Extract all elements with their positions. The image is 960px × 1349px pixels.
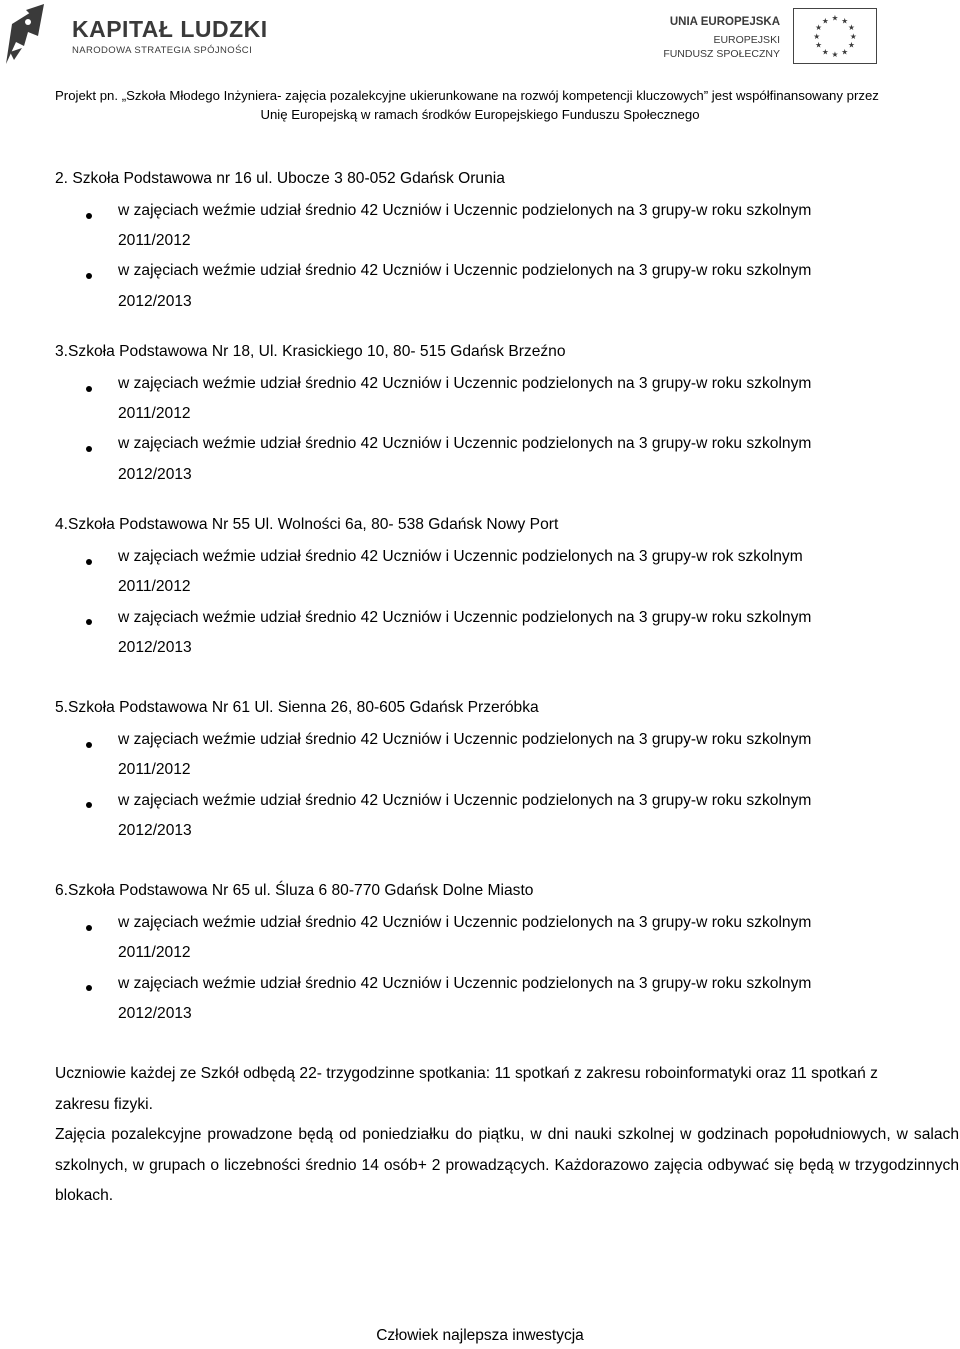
bullet-icon — [86, 925, 92, 931]
svg-text:★: ★ — [813, 31, 821, 41]
list-item-text: w zajęciach weźmie udział średnio 42 Uczniów i Uczennic podzielonych na 3 grupy-w roku szkolnym — [118, 914, 812, 931]
svg-text:★: ★ — [849, 31, 857, 41]
bullet-icon — [86, 742, 92, 748]
list-item-text: w zajęciach weźmie udział średnio 42 Uczniów i Uczennic podzielonych na 3 grupy-w rok szkolnym — [118, 548, 803, 565]
project-info-line-2: Unię Europejską w ramach środków Europejskiego Funduszu Społecznego — [260, 107, 700, 122]
svg-text:★: ★ — [821, 47, 829, 57]
list-item-year: 2011/2012 — [118, 944, 191, 961]
bullet-icon — [86, 273, 92, 279]
list-item-year: 2012/2013 — [118, 293, 192, 310]
svg-text:★: ★ — [847, 40, 855, 50]
eu-logo — [663, 8, 880, 66]
schedule-paragraph: Zajęcia pozalekcyjne prowadzone będą od poniedziałku do piątku, w dni nauki szkolnej w godzinach popołudniowych, w salach szkolnych, w grupach o liczebności średnio 14 osób+ 2 prowadzących. Każdorazowo zajęcia odbywać się będą w trzygodzinnych blokach. — [55, 1126, 959, 1204]
school-heading: 2. Szkoła Podstawowa nr 16 ul. Ubocze 3 80-052 Gdańsk Orunia — [55, 170, 505, 187]
bullet-icon — [86, 386, 92, 392]
list-item-text: w zajęciach weźmie udział średnio 42 Uczniów i Uczennic podzielonych na 3 grupy-w roku szkolnym — [118, 375, 812, 392]
list-item-text: w zajęciach weźmie udział średnio 42 Uczniów i Uczennic podzielonych na 3 grupy-w roku szkolnym — [118, 609, 812, 626]
list-item-year: 2012/2013 — [118, 466, 192, 483]
sessions-paragraph: Uczniowie każdej ze Szkół odbędą 22- trzygodzinne spotkania: 11 spotkań z zakresu roboinformatyki oraz 11 spotkań z zakresu fizyki. — [55, 1065, 878, 1113]
bullet-icon — [86, 446, 92, 452]
school-heading: 4.Szkoła Podstawowa Nr 55 Ul. Wolności 6a, 80- 538 Gdańsk Nowy Port — [55, 516, 559, 533]
list-item-year: 2011/2012 — [118, 405, 191, 422]
svg-text:★: ★ — [841, 47, 849, 57]
svg-text:★: ★ — [847, 23, 855, 33]
svg-text:★: ★ — [821, 16, 829, 26]
list-item-year: 2012/2013 — [118, 639, 192, 656]
kapital-ludzki-subtitle: NARODOWA STRATEGIA SPÓJNOŚCI — [72, 45, 253, 56]
bullet-icon — [86, 213, 92, 219]
svg-text:★: ★ — [841, 16, 849, 26]
bullet-icon — [86, 802, 92, 808]
svg-text:★: ★ — [815, 40, 823, 50]
kapital-ludzki-logo — [4, 2, 268, 68]
svg-text:★: ★ — [831, 50, 839, 60]
school-heading: 6.Szkoła Podstawowa Nr 65 ul. Śluza 6 80-770 Gdańsk Dolne Miasto — [55, 882, 534, 899]
eu-line-2: EUROPEJSKI — [713, 34, 780, 46]
list-item-text: w zajęciach weźmie udział średnio 42 Uczniów i Uczennic podzielonych na 3 grupy-w roku szkolnym — [118, 202, 812, 219]
project-info-line-1: Projekt pn. „Szkoła Młodego Inżyniera- zajęcia pozalekcyjne ukierunkowane na rozwój kompetencji kluczowych” jest współfinansowany przez — [55, 88, 879, 103]
list-item-text: w zajęciach weźmie udział średnio 42 Uczniów i Uczennic podzielonych na 3 grupy-w roku szkolnym — [118, 435, 812, 452]
list-item-year: 2011/2012 — [118, 232, 191, 249]
bullet-icon — [86, 619, 92, 625]
list-item-text: w zajęciach weźmie udział średnio 42 Uczniów i Uczennic podzielonych na 3 grupy-w roku szkolnym — [118, 262, 812, 279]
list-item-year: 2011/2012 — [118, 578, 191, 595]
list-item-year: 2012/2013 — [118, 822, 192, 839]
list-item-text: w zajęciach weźmie udział średnio 42 Uczniów i Uczennic podzielonych na 3 grupy-w roku szkolnym — [118, 731, 812, 748]
school-heading: 5.Szkoła Podstawowa Nr 61 Ul. Sienna 26, 80-605 Gdańsk Przeróbka — [55, 699, 539, 716]
kapital-ludzki-emblem-icon — [4, 2, 52, 66]
bullet-icon — [86, 559, 92, 565]
eu-flag-icon — [793, 8, 877, 64]
footer-slogan: Człowiek najlepsza inwestycja — [376, 1327, 584, 1344]
eu-line-3: FUNDUSZ SPOŁECZNY — [663, 48, 780, 60]
list-item-text: w zajęciach weźmie udział średnio 42 Uczniów i Uczennic podzielonych na 3 grupy-w roku szkolnym — [118, 792, 812, 809]
list-item-year: 2012/2013 — [118, 1005, 192, 1022]
kapital-ludzki-title: KAPITAŁ LUDZKI — [72, 16, 268, 42]
bullet-icon — [86, 985, 92, 991]
svg-text:★: ★ — [815, 23, 823, 33]
list-item-text: w zajęciach weźmie udział średnio 42 Uczniów i Uczennic podzielonych na 3 grupy-w roku szkolnym — [118, 975, 812, 992]
list-item-year: 2011/2012 — [118, 761, 191, 778]
eu-line-1: UNIA EUROPEJSKA — [669, 16, 780, 28]
svg-text:★: ★ — [831, 13, 839, 23]
school-heading: 3.Szkoła Podstawowa Nr 18, Ul. Krasickiego 10, 80- 515 Gdańsk Brzeźno — [55, 343, 566, 360]
